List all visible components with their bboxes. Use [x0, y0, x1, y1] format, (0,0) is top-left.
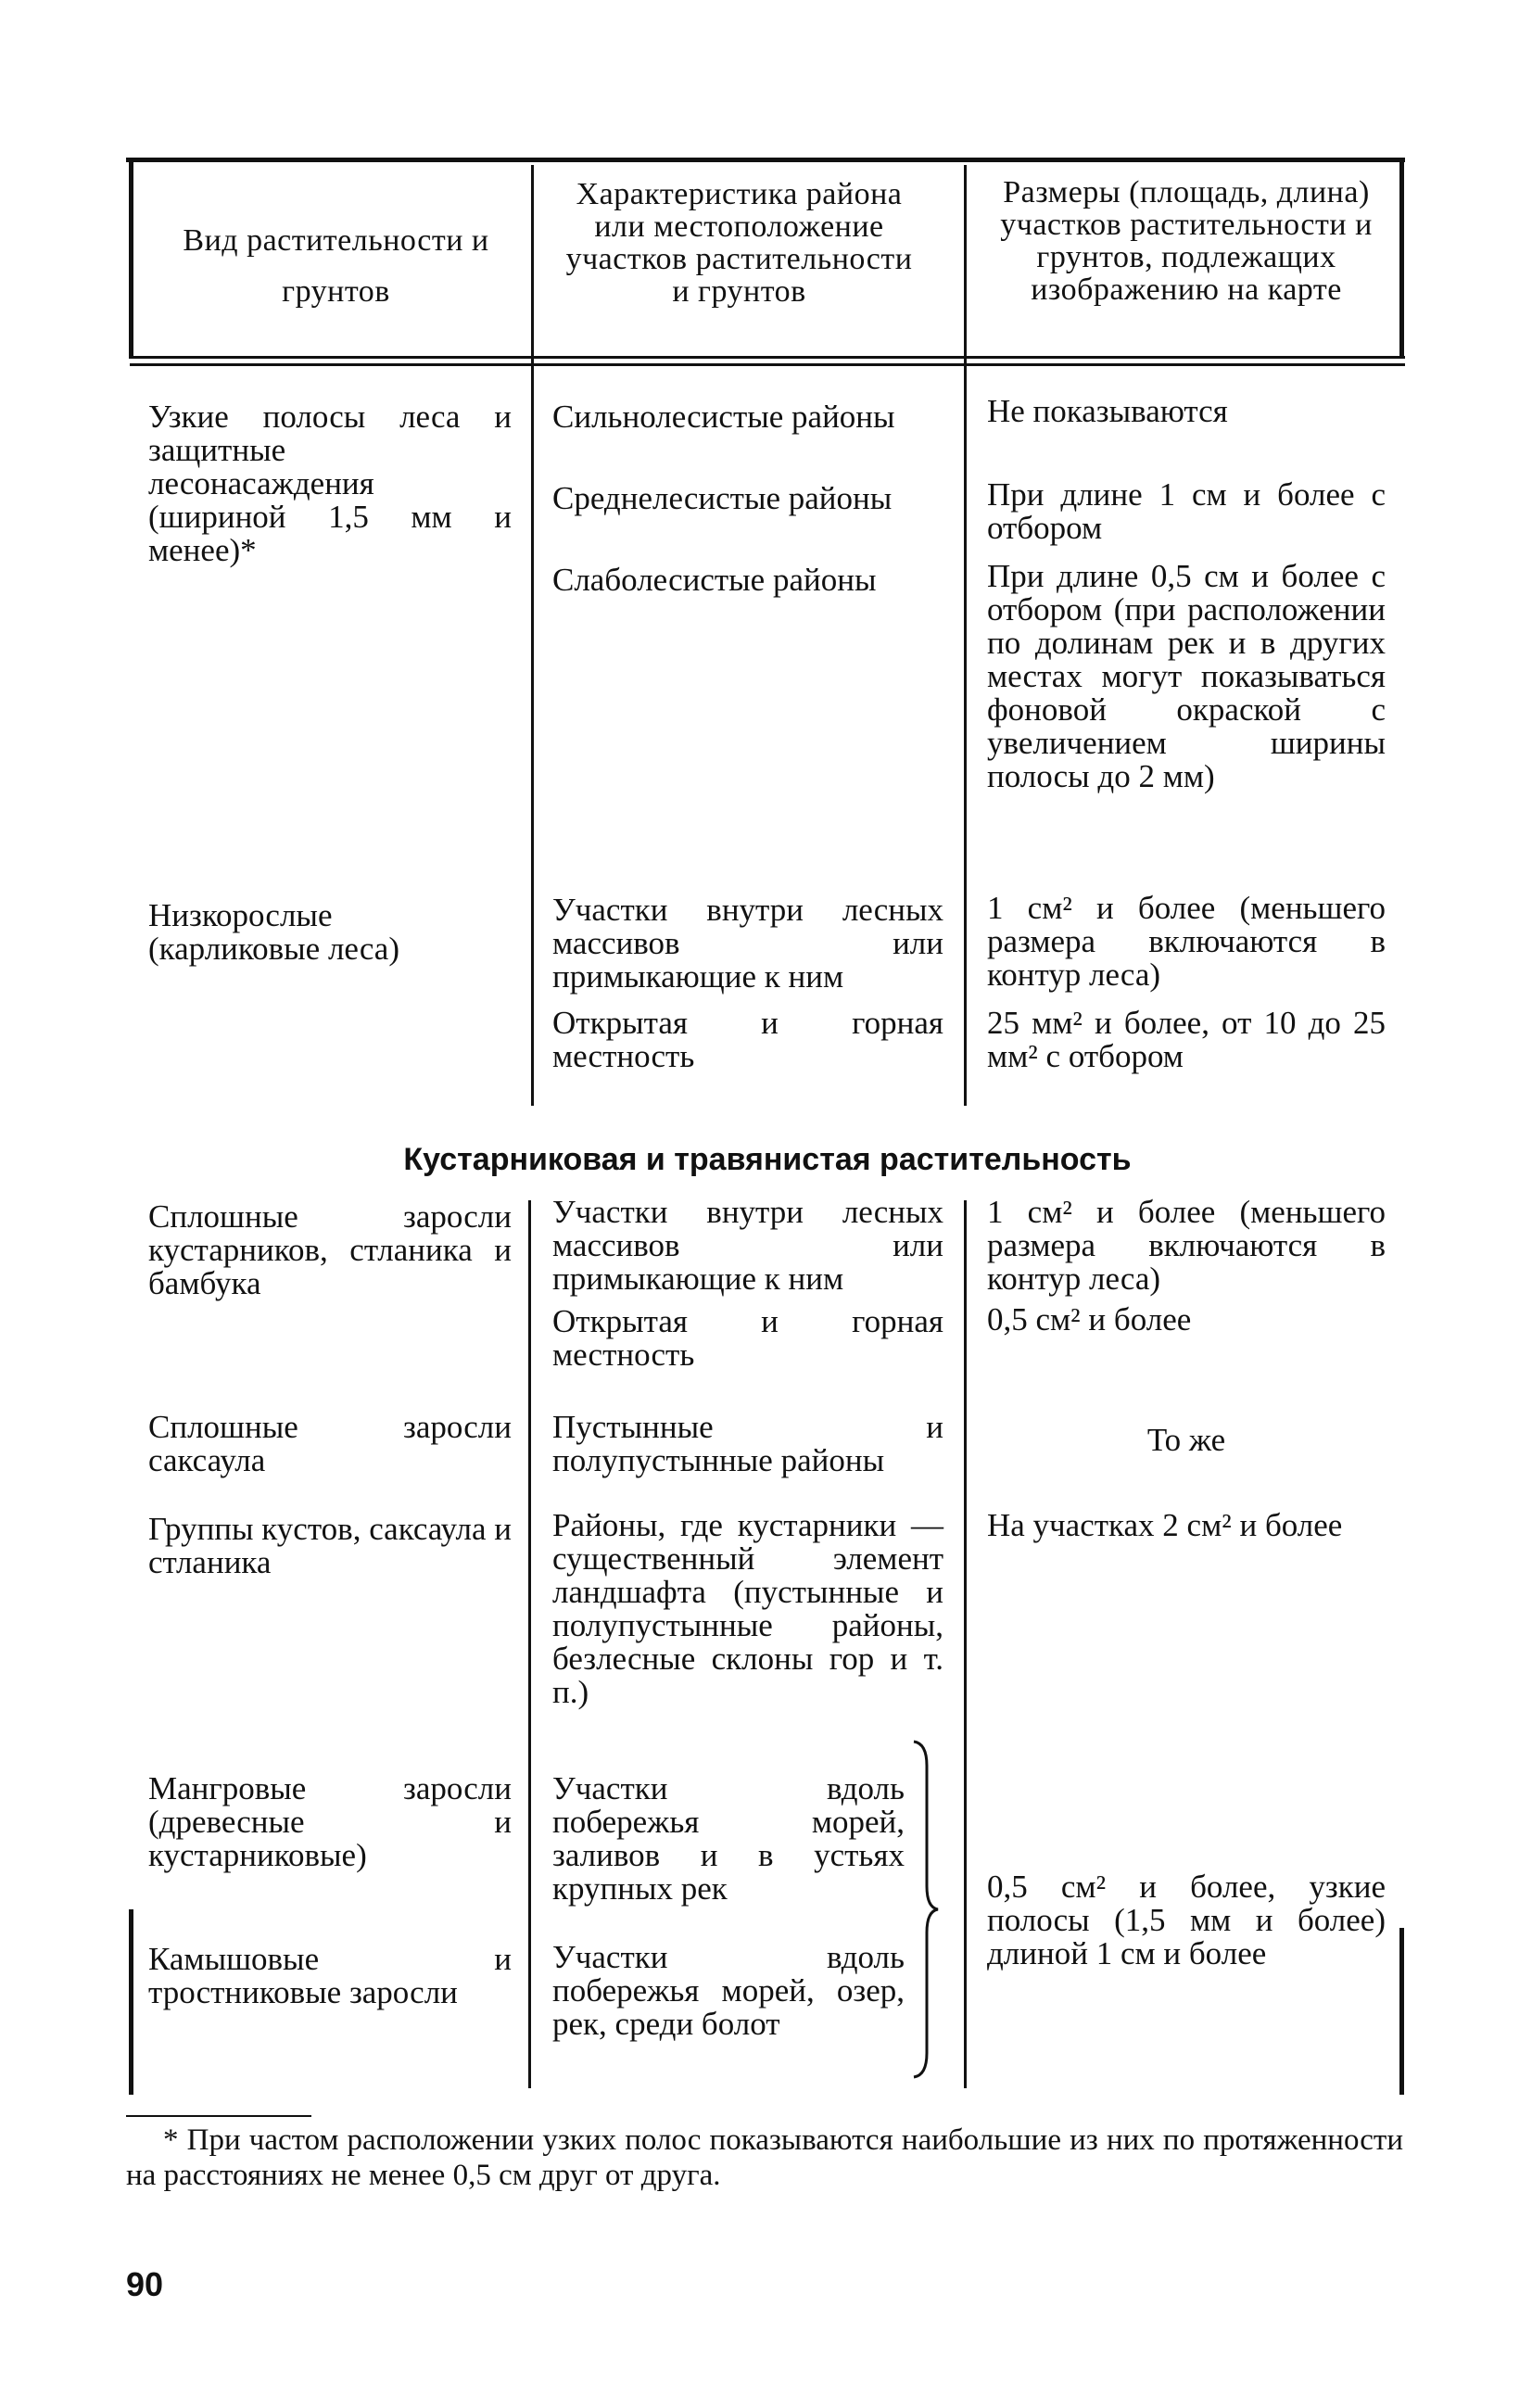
- header-bottom-rule-2: [130, 363, 1405, 366]
- cell-length-1cm: При длине 1 см и более с отбором: [987, 476, 1386, 546]
- cell-not-shown: Не показываются: [987, 393, 1228, 429]
- cell-within-forest-massifs: Участки внутри лесных массивов или примыкающие к ним: [552, 892, 943, 995]
- col-separator-2-upper: [964, 165, 967, 1106]
- table-top-rule: [126, 158, 1405, 162]
- cell-heavily-forested: Сильнолесистые районы: [552, 399, 895, 435]
- cell-shrub-open-mountain: Открытая и горная местность: [552, 1303, 943, 1373]
- cell-bush-groups: Группы кустов, саксаула и стланика: [148, 1511, 512, 1580]
- table-left-border-lower: [129, 1909, 133, 2095]
- table-right-border-lower: [1399, 1928, 1404, 2095]
- cell-medium-forested: Среднелесистые районы: [552, 480, 893, 516]
- footnote: * При частом расположении узких полос показываются наибольшие из них по протяженности на расстояниях не менее 0,5 см друг от друга.: [126, 2123, 1403, 2192]
- col-separator-2-lower: [964, 1200, 967, 2088]
- cell-05cm2-narrow-strips: 0,5 см² и более, узкие полосы (1,5 мм и более) длиной 1 см и более: [987, 1869, 1386, 1971]
- cell-desert-areas: Пустынные и полупустынные районы: [552, 1409, 943, 1478]
- cell-1cm2-forest: 1 см² и более (меньшего размера включаются в контур леса): [987, 890, 1386, 993]
- col-separator-1-upper: [531, 165, 534, 1106]
- cell-reed-thickets: Камышовые и тростниковые заросли: [148, 1941, 512, 2010]
- cell-solid-shrub-thickets: Сплошные заросли кустарников, стланика и бамбука: [148, 1198, 512, 1301]
- cell-narrow-forest-strips: Узкие полосы леса и защитные лесонасаждения (шириной 1,5 мм и менее)*: [148, 399, 512, 568]
- cell-landscape-element: Районы, где кустарники — существенный элемент ландшафта (пустынные и полупустынные районы, безлесные склоны гор и т. п.): [552, 1507, 943, 1710]
- cell-shrub-within-forest: Участки внутри лесных массивов или примыкающие к ним: [552, 1194, 943, 1297]
- cell-open-mountain: Открытая и горная местность: [552, 1005, 943, 1074]
- cell-mangroves: Мангровые заросли (древесные и кустарниковые): [148, 1770, 512, 1873]
- table-left-border: [129, 159, 133, 359]
- header-size: Размеры (площадь, длина) участков растительности и грунтов, подлежащих изображению на карте: [1000, 175, 1373, 307]
- cell-shrub-1cm2: 1 см² и более (меньшего размера включаются в контур леса): [987, 1194, 1386, 1297]
- cell-25mm2: 25 мм² и более, от 10 до 25 мм² с отбором: [987, 1005, 1386, 1074]
- cell-sea-lake-coast: Участки вдоль побережья морей, озер, рек, среди болот: [552, 1939, 905, 2042]
- table-right-border: [1399, 159, 1404, 359]
- curly-brace-icon: [906, 1738, 943, 2081]
- header-area-characteristic: Характеристика района или местоположение участков растительности и грунтов: [565, 177, 913, 309]
- cell-sea-coast-bays: Участки вдоль побережья морей, заливов и в устьях крупных рек: [552, 1770, 905, 1907]
- header-bottom-rule: [130, 356, 1405, 359]
- cell-length-05cm: При длине 0,5 см и более с отбором (при расположении по долинам рек и в других местах могут показываться фоновой окраской с увеличением ширины полосы до 2 мм): [987, 558, 1386, 794]
- cell-dwarf-forests: Низкорослые (карликовые леса): [148, 897, 399, 967]
- footnote-rule: [126, 2115, 311, 2117]
- cell-saxaul-thickets: Сплошные заросли саксаула: [148, 1409, 512, 1478]
- cell-same: То же: [1146, 1422, 1226, 1458]
- cell-05cm2: 0,5 см² и более: [987, 1301, 1192, 1337]
- header-vegetation-type: Вид растительности и грунтов: [183, 223, 489, 309]
- page-number: 90: [126, 2265, 164, 2303]
- col-separator-1-lower: [528, 1200, 531, 2088]
- section-title-shrub: Кустарниковая и травянистая растительность: [403, 1142, 1132, 1177]
- cell-sparsely-forested: Слаболесистые районы: [552, 562, 877, 598]
- cell-2cm2: На участках 2 см² и более: [987, 1507, 1343, 1543]
